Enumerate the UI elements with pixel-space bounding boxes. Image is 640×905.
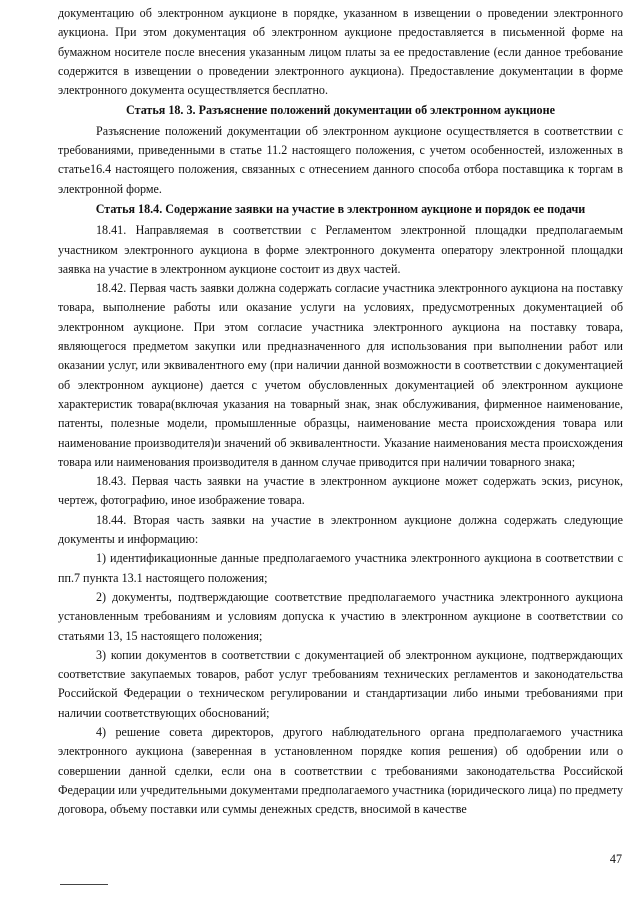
paragraph-18-43: 18.43. Первая часть заявки на участие в электронном аукционе может содержать эскиз, рисунок, чертеж, фотографию, иное изображение товара. <box>58 474 623 508</box>
list-item-3: 3) копии документов в соответствии с документацией об электронном аукционе, подтверждающих соответствие закупаемых товаров, работ услуг требованиям технических регламентов и законодательства Российской Федерации о техническом регулировании и стандартизации либо иными требованиями при наличии соответствующих обоснований; <box>58 647 623 720</box>
page-number: 47 <box>609 852 622 866</box>
footer-divider <box>60 884 108 885</box>
list-item-2: 2) документы, подтверждающие соответствие предполагаемого участника электронного аукциона установленным требованиям и условиям допуска к участию в электронном аукционе в соответствии со статьями 13, 15 настоящего положения; <box>58 589 623 643</box>
paragraph-18-3: Разъяснение положений документации об электронном аукционе осуществляется в соответствии с требованиями, приведенными в статье 11.2 настоящего положения, с учетом особенностей, изложенных в статье16.4 настоящего положения, связанных с отнесением данного способа отбора поставщика к торгам в электронной форме. <box>58 123 623 196</box>
list-item-4: 4) решение совета директоров, другого наблюдательного органа предполагаемого участника электронного аукциона (заверенная в установленном порядке копия решения) об одобрении или о совершении данной сделки, если она в соответствии с требованиями законодательства Российской Федерации или учредительными документами предполагаемого участника (юридического лица) по предмету договора, объему поставки или суммы денежных средств, вносимой в качестве <box>58 724 623 817</box>
heading-article-18-4: Статья 18.4. Содержание заявки на участие в электронном аукционе и порядок ее подачи <box>95 201 586 216</box>
intro-paragraph: документацию об электронном аукционе в порядке, указанном в извещении о проведении электронного аукциона. При этом документация об электронном аукционе предоставляется в письменной форме на бумажном носителе после внесения указанным лицом платы за ее предоставление (если данное требование содержится в извещении о проведении электронного аукциона). Предоставление документации в форме электронного документа осуществляется бесплатно. <box>58 6 623 98</box>
list-item-1: 1) идентификационные данные предполагаемого участника электронного аукциона в соответствии с пп.7 пункта 13.1 настоящего положения; <box>58 551 623 585</box>
document-page <box>58 4 623 819</box>
paragraph-18-44: 18.44. Вторая часть заявки на участие в электронном аукционе должна содержать следующие документы и информацию: <box>58 512 623 547</box>
paragraph-18-42: 18.42. Первая часть заявки должна содержать согласие участника электронного аукциона на поставку товара, выполнение работы или оказание услуги на условиях, предусмотренных документацией об электронном аукционе. При этом согласие участника электронного аукциона на поставку товара, являющегося предметом закупки или предназначенного для использования при выполнении работ или оказании услуг, или эквивалентного ему (при наличии данной возможности в соответствии с документацией об электронном аукционе) дается с учетом обусловленных документацией об электронном аукционе характеристик товара(включая указания на товарный знак, знак обслуживания, фирменное наименование, патенты, полезные модели, промышленные образцы, наименование места происхождения товара или наименование производителя)и значений об эквивалентности. Указание наименования места происхождения товара или наименования производителя в данном случае приводится при наличии товарного знака; <box>58 281 623 469</box>
paragraph-18-41: 18.41. Направляемая в соответствии с Регламентом электронной площадки предполагаемым участником электронного аукциона в форме электронного документа оператору электронной площадки заявка на участие в электронном аукционе состоит из двух частей. <box>58 223 623 276</box>
heading-article-18-3: Статья 18. 3. Разъяснение положений документации об электронном аукционе <box>126 103 555 118</box>
